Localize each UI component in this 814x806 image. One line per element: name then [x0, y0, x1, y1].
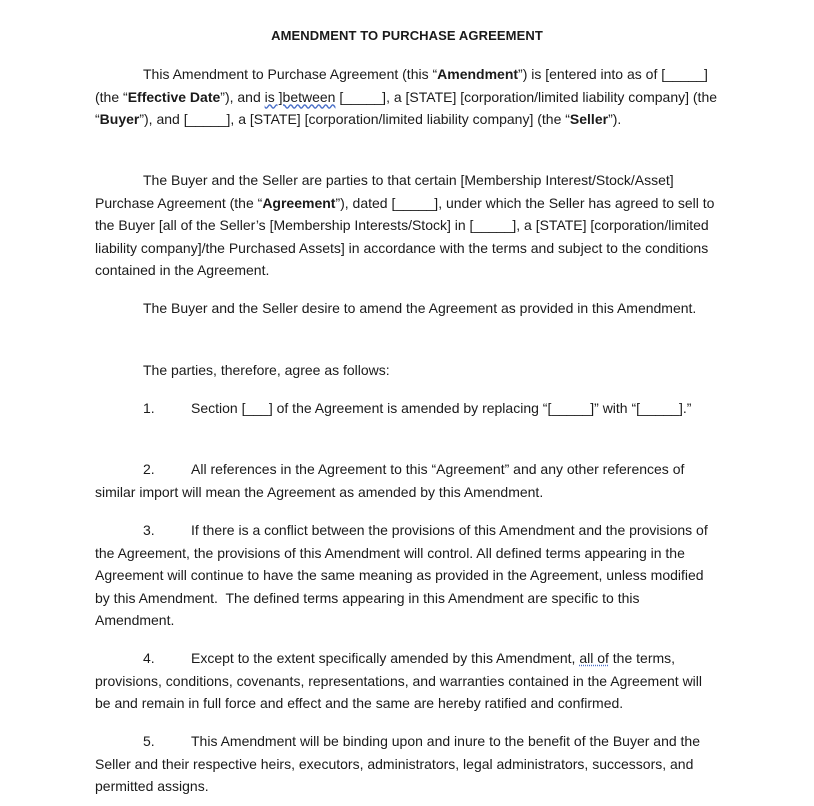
section-text: Section [___] of the Agreement is amended by replacing “[_____]” with “[_____].” [191, 400, 692, 416]
defined-term-amendment: Amendment [437, 66, 519, 82]
section-number: 2. [143, 461, 155, 477]
section-text: If there is a conflict between the provisions of this Amendment and the provisions of the Agreement, the provisions of this Amendment will control. All defined terms appearing in the Agreement will continue to have the same meaning as provided in the Agreement, unless modified by this Amendment. The defined terms appearing in this Amendment are specific to this Amendment. [95, 522, 708, 629]
section-text: the terms, provisions, conditions, covenants, representations, and warranties contained in the Agreement will be and remain in full force and effect and the same are hereby ratified and confirmed. [95, 650, 703, 712]
text-run: This Amendment to Purchase Agreement (this “ [143, 66, 438, 82]
defined-term-buyer: Buyer [99, 111, 140, 128]
text-run: [_____], a [STATE] [corporation/limited liability company] (the “ [95, 88, 718, 128]
defined-term-agreement: Agreement [262, 194, 336, 211]
section-2 [95, 458, 720, 503]
text-run: ”). [608, 111, 622, 128]
section-text: Except to the extent specifically amended by this Amendment, [191, 650, 580, 666]
section-number: 1. [143, 400, 155, 416]
text-run: ”), and [_____], a [STATE] [corporation/limited liability company] (the “ [139, 111, 570, 128]
section-text: This Amendment will be binding upon and inure to the benefit of the Buyer and the Seller and their respective heirs, executors, administrators, legal administrators, successors, and permitted assigns. [95, 733, 701, 795]
text-run: ”), and [220, 88, 265, 105]
grammar-flagged-text[interactable]: is ]between [264, 88, 336, 105]
section-number: 3. [143, 522, 155, 538]
paragraph-agreement-intro: The parties, therefore, agree as follows: [143, 362, 390, 378]
defined-term-effective-date: Effective Date [127, 88, 221, 105]
paragraph-recital-2: The Buyer and the Seller desire to amend the Agreement as provided in this Amendment. [143, 300, 697, 316]
paragraph-recital-1 [95, 169, 720, 282]
section-text: All references in the Agreement to this “Agreement” and any other references of similar import will mean the Agreement as amended by this Amendment. [95, 461, 685, 500]
text-run: ”) is [entered into as of [_____] (the “ [95, 66, 708, 105]
document-title: AMENDMENT TO PURCHASE AGREEMENT [271, 28, 543, 43]
grammar-flagged-text[interactable]: all of [579, 650, 609, 666]
section-3 [95, 519, 720, 632]
defined-term-seller: Seller [569, 111, 609, 128]
section-1 [95, 397, 720, 420]
section-number: 4. [143, 650, 155, 666]
section-number: 5. [143, 733, 155, 749]
section-5 [95, 730, 720, 798]
paragraph-preamble [95, 63, 720, 131]
text-run: ”), dated [_____], under which the Seller has agreed to sell to the Buyer [all of the Seller’s [Membership Interests/Stock] in [_____], a [STATE] [corporation/limited liability company]/the Purchased Assets] in accordance with the terms and subject to the conditions contained in the Agreement. [95, 194, 715, 279]
text-run: The Buyer and the Seller are parties to that certain [Membership Interest/Stock/Asset] Purchase Agreement (the “ [95, 172, 674, 211]
section-4 [95, 647, 720, 715]
